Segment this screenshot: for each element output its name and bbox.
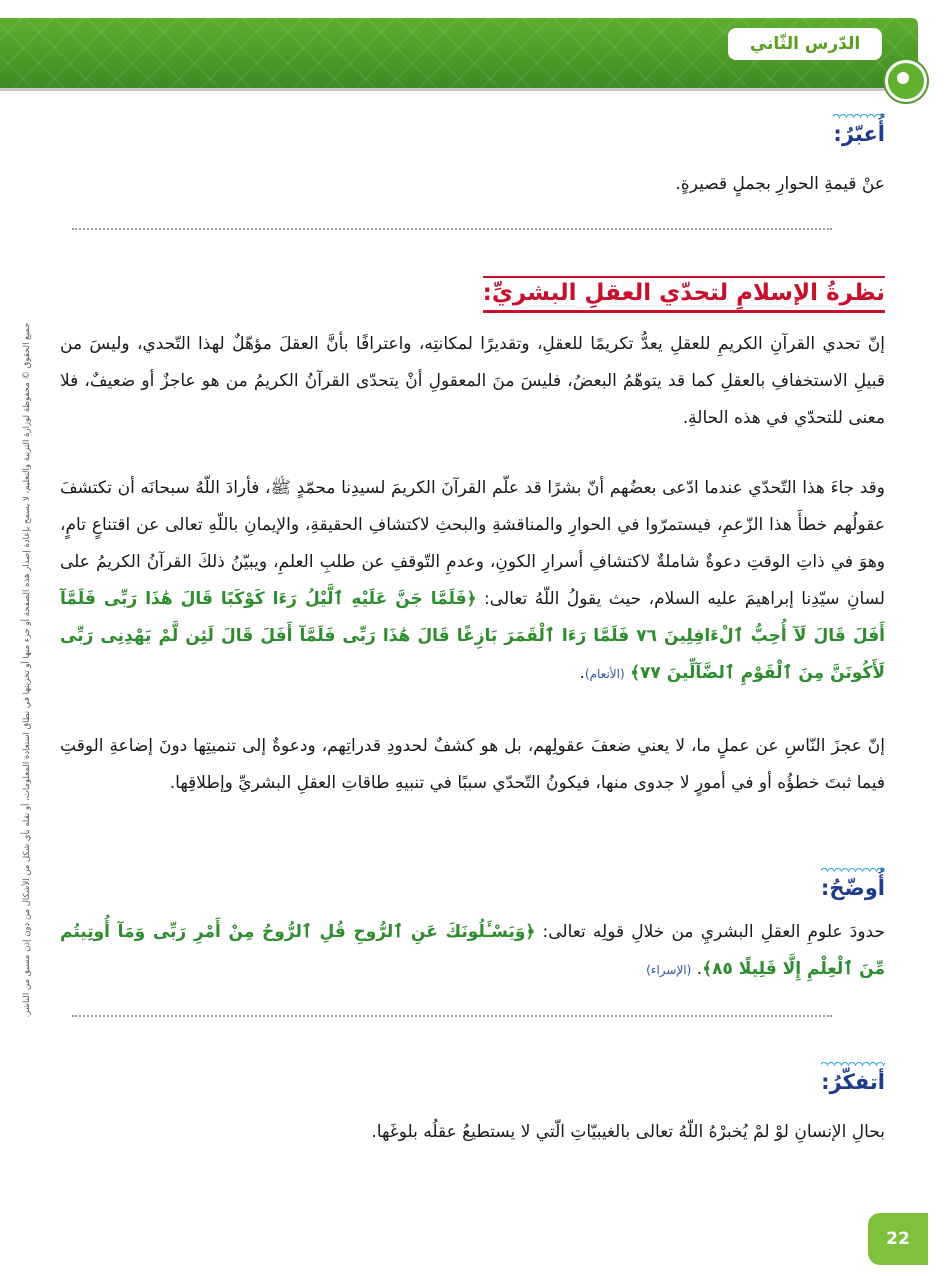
clarify-label-block	[821, 872, 885, 900]
clarify-paragraph: حدودَ علومِ العقلِ البشريِ من خلالِ قولِه تعالى: ﴿وَيَسْـَٔلُونَكَ عَنِ ٱلرُّوحِ قُلِ ٱلرُّوحُ مِنْ أَمْرِ رَبِّى وَمَآ أُوتِيتُم مِّنَ ٱلْعِلْمِ إِلَّا قَلِيلًا ٨٥﴾. (الإسراء)	[60, 922, 885, 979]
copyright-side-note: جميع الحقوق © محفوظة لوزارة التربية والتعليم، لا يسمح بإعادة إصدار هذه الصفحة أو جزء منها أو تخزينها في نطاق استعادة المعلومات، أو نقله بأي شكل من الأشكال من دون إذن مسبق من الناشر.	[22, 322, 32, 1018]
lesson-label: الدّرس الثّاني	[728, 28, 882, 60]
think-text: بحالِ الإنسانِ لوْ لمْ يُخبرْهُ اللّهُ تعالى بالغيبيّاتِ الّتي لا يستطيعُ عقلُه بلوغَها.	[371, 1122, 885, 1142]
think-label: أتفكّرُ:	[821, 1070, 885, 1094]
quran-verse-isra: ﴿وَيَسْـَٔلُونَكَ عَنِ ٱلرُّوحِ قُلِ ٱلرُّوحُ مِنْ أَمْرِ رَبِّى وَمَآ أُوتِيتُم مِّنَ ٱلْعِلْمِ إِلَّا قَلِيلًا ٨٥﴾	[60, 922, 885, 979]
divider	[72, 228, 832, 230]
paragraph-2-text: وقد جاءَ هذا التّحدّي عندما ادّعى بعضُهم أنّ بشرًا قد علّم القرآنَ الكريمَ لسيدِنا محمّدٍ ﷺ، فأرادَ اللّهُ سبحانَه أن تكتشفَ عقولُهم خطأَ هذا الزّعمِ، فيستمرّوا في الحوارِ والمناقشةِ والبحثِ لاكتشافِ الحقيقةِ، والإيمانِ باللّهِ تعالى عن اقتناعٍ تامٍ، وهوَ في ذاتِ الوقتِ دعوةٌ شاملةٌ لاكتشافِ أسرارِ الكونِ، وعدمِ التّوقفِ عن طلبِ العلمِ، ويبيّنُ ذلكَ القرآنُ الكريمُ على لسانِ سيّدِنا إبراهيمَ عليه السلام، حيث يقولُ اللّهُ تعالى:	[60, 478, 885, 609]
paragraph-2: وقد جاءَ هذا التّحدّي عندما ادّعى بعضُهم أنّ بشرًا قد علّم القرآنَ الكريمَ لسيدِنا محمّدٍ ﷺ، فأرادَ اللّهُ سبحانَه أن تكتشفَ عقولُهم خطأَ هذا الزّعمِ، فيستمرّوا في الحوارِ والمناقشةِ والبحثِ لاكتشافِ الحقيقةِ، والإيمانِ باللّهِ تعالى عن اقتناعٍ تامٍ، وهوَ في ذاتِ الوقتِ دعوةٌ شاملةٌ لاكتشافِ أسرارِ الكونِ، وعدمِ التّوقفِ عن طلبِ العلمِ، ويبيّنُ ذلكَ القرآنُ الكريمُ على لسانِ سيّدِنا إبراهيمَ عليه السلام، حيث يقولُ اللّهُ تعالى: ﴿فَلَمَّا جَنَّ عَلَيْهِ ٱلَّيْلُ رَءَا كَوْكَبًا قَالَ هَٰذَا رَبِّى فَلَمَّآ أَفَلَ قَالَ لَآ أُحِبُّ ٱلْءَافِلِينَ ٧٦ فَلَمَّا رَءَا ٱلْقَمَرَ بَازِغًا قَالَ هَٰذَا رَبِّى فَلَمَّآ أَفَلَ قَالَ لَئِن لَّمْ يَهْدِنِى رَبِّى لَأَكُونَنَّ مِنَ ٱلْقَوْمِ ٱلضَّآلِّينَ ٧٧﴾ (الأنعام).	[60, 478, 885, 683]
wave-decoration	[821, 1060, 885, 1066]
paragraph-3: إنّ عجزَ النّاسِ عن عملٍ ما، لا يعني ضعفَ عقولِهم، بل هو كشفٌ لحدودِ قدراتِهم، ودعوةٌ إلى تنميتِها دونَ إضاعةِ الوقتِ فيما ثبتَ خطؤُه أو في أمورٍ لا جدوى منها، فيكونُ التّحدّي سببًا في تنبيهِ طاقاتِ العقلِ البشريِّ وإطلاقِها.	[60, 736, 885, 793]
header-curl-decoration	[885, 60, 927, 102]
divider	[72, 1015, 832, 1017]
clarify-text: حدودَ علومِ العقلِ البشريِ من خلالِ قولِه تعالى:	[535, 922, 885, 942]
wave-decoration	[821, 866, 885, 872]
sura-name-isra: (الإسراء)	[646, 963, 692, 977]
header-underline	[0, 88, 895, 91]
express-label: أُعبّرُ:	[833, 122, 885, 146]
wave-decoration	[833, 112, 885, 118]
express-text: عنْ قيمةِ الحوارِ بجملٍ قصيرةٍ.	[675, 174, 885, 194]
think-label-block	[821, 1066, 885, 1094]
section-title: نظرةُ الإسلامِ لتحدّي العقلِ البشريِّ:	[483, 276, 885, 313]
paragraph-1: إنّ تحدي القرآنِ الكريمِ للعقلِ يعدُّ تكريمًا للعقلِ، وتقديرًا لمكانتِه، واعترافًا بأنَّ العقلَ مؤهّلٌ لهذا التّحدي، وليسَ من قبيلِ الاستخفافِ بالعقلِ كما قد يتوهّمُ البعضُ، فليسَ منَ المعقولِ أنْ يتحدّى القرآنُ الكريمُ من هو عاجزٌ أو ضعيفٌ، فلا معنى للتحدّي في هذه الحالةِ.	[60, 334, 885, 428]
sura-name-anam: (الأنعام)	[584, 667, 625, 681]
page-number: 22	[868, 1213, 928, 1265]
clarify-label: أُوضّحُ:	[820, 876, 885, 900]
quran-verse-anam: ﴿فَلَمَّا جَنَّ عَلَيْهِ ٱلَّيْلُ رَءَا كَوْكَبًا قَالَ هَٰذَا رَبِّى فَلَمَّآ أَفَلَ قَالَ لَآ أُحِبُّ ٱلْءَافِلِينَ ٧٦ فَلَمَّا رَءَا ٱلْقَمَرَ بَازِغًا قَالَ هَٰذَا رَبِّى فَلَمَّآ أَفَلَ قَالَ لَئِن لَّمْ يَهْدِنِى رَبِّى لَأَكُونَنَّ مِنَ ٱلْقَوْمِ ٱلضَّآلِّينَ ٧٧﴾	[60, 589, 885, 683]
express-label-block	[833, 118, 885, 146]
